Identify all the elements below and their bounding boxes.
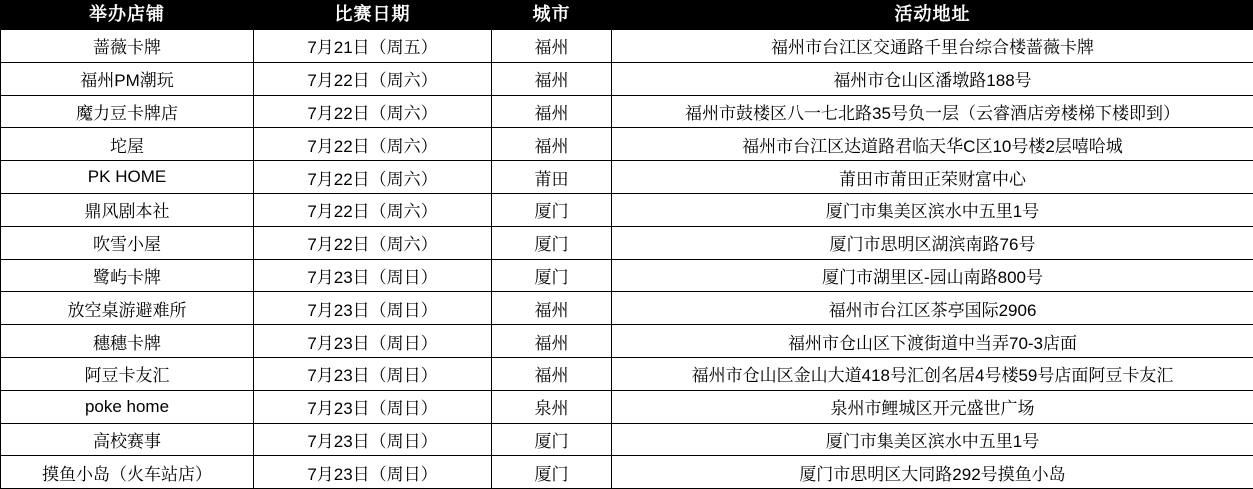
cell-city: 厦门 xyxy=(492,456,612,489)
cell-city: 莆田 xyxy=(492,161,612,194)
table-row xyxy=(1,226,1253,259)
cell-date: 7月22日（周六） xyxy=(254,128,492,161)
cell-date: 7月22日（周六） xyxy=(254,193,492,226)
cell-date: 7月23日（周日） xyxy=(254,259,492,292)
cell-shop: 放空桌游避难所 xyxy=(1,292,254,325)
cell-date: 7月22日（周六） xyxy=(254,226,492,259)
column-header-address: 活动地址 xyxy=(612,0,1253,30)
cell-shop: 摸鱼小岛（火车站店） xyxy=(1,456,254,489)
cell-city: 福州 xyxy=(492,325,612,358)
cell-city: 福州 xyxy=(492,95,612,128)
cell-city: 福州 xyxy=(492,128,612,161)
cell-city: 福州 xyxy=(492,62,612,95)
cell-date: 7月23日（周日） xyxy=(254,325,492,358)
cell-shop: 吹雪小屋 xyxy=(1,226,254,259)
cell-address: 福州市鼓楼区八一七北路35号负一层（云睿酒店旁楼梯下楼即到） xyxy=(612,95,1253,128)
cell-shop: PK HOME xyxy=(1,161,254,194)
cell-shop: 魔力豆卡牌店 xyxy=(1,95,254,128)
table-row xyxy=(1,193,1253,226)
cell-date: 7月21日（周五） xyxy=(254,30,492,63)
cell-address: 厦门市集美区滨水中五里1号 xyxy=(612,193,1253,226)
cell-date: 7月23日（周日） xyxy=(254,357,492,390)
table-row xyxy=(1,161,1253,194)
cell-shop: 鼎风剧本社 xyxy=(1,193,254,226)
cell-city: 福州 xyxy=(492,292,612,325)
table-row xyxy=(1,423,1253,456)
table-row xyxy=(1,95,1253,128)
cell-city: 泉州 xyxy=(492,390,612,423)
cell-date: 7月22日（周六） xyxy=(254,62,492,95)
cell-address: 厦门市思明区大同路292号摸鱼小岛 xyxy=(612,456,1253,489)
table-row xyxy=(1,292,1253,325)
cell-address: 福州市台江区达道路君临天华C区10号楼2层嘻哈城 xyxy=(612,128,1253,161)
cell-date: 7月22日（周六） xyxy=(254,95,492,128)
cell-address: 福州市仓山区下渡街道中当弄70-3店面 xyxy=(612,325,1253,358)
cell-address: 福州市台江区茶亭国际2906 xyxy=(612,292,1253,325)
table-row xyxy=(1,62,1253,95)
cell-shop: 坨屋 xyxy=(1,128,254,161)
cell-shop: 福州PM潮玩 xyxy=(1,62,254,95)
cell-date: 7月23日（周日） xyxy=(254,390,492,423)
cell-date: 7月23日（周日） xyxy=(254,456,492,489)
cell-city: 厦门 xyxy=(492,226,612,259)
table-row xyxy=(1,30,1253,63)
cell-shop: 穗穗卡牌 xyxy=(1,325,254,358)
cell-shop: 鹭屿卡牌 xyxy=(1,259,254,292)
cell-address: 福州市仓山区金山大道418号汇创名居4号楼59号店面阿豆卡友汇 xyxy=(612,357,1253,390)
cell-address: 泉州市鲤城区开元盛世广场 xyxy=(612,390,1253,423)
column-header-date: 比赛日期 xyxy=(254,0,492,30)
cell-address: 福州市台江区交通路千里台综合楼蔷薇卡牌 xyxy=(612,30,1253,63)
table-header-row xyxy=(1,0,1253,30)
cell-date: 7月23日（周日） xyxy=(254,292,492,325)
table-row xyxy=(1,390,1253,423)
cell-city: 福州 xyxy=(492,30,612,63)
cell-city: 厦门 xyxy=(492,259,612,292)
table-row xyxy=(1,357,1253,390)
cell-city: 福州 xyxy=(492,357,612,390)
cell-address: 厦门市思明区湖滨南路76号 xyxy=(612,226,1253,259)
cell-date: 7月22日（周六） xyxy=(254,161,492,194)
cell-date: 7月23日（周日） xyxy=(254,423,492,456)
cell-shop: 蔷薇卡牌 xyxy=(1,30,254,63)
table-body xyxy=(1,30,1253,489)
table-row xyxy=(1,259,1253,292)
cell-address: 莆田市莆田正荣财富中心 xyxy=(612,161,1253,194)
table-row xyxy=(1,128,1253,161)
table-header xyxy=(1,0,1253,30)
cell-city: 厦门 xyxy=(492,423,612,456)
cell-shop: 高校赛事 xyxy=(1,423,254,456)
cell-shop: poke home xyxy=(1,390,254,423)
cell-address: 福州市仓山区潘墩路188号 xyxy=(612,62,1253,95)
column-header-shop: 举办店铺 xyxy=(1,0,254,30)
cell-address: 厦门市湖里区-园山南路800号 xyxy=(612,259,1253,292)
cell-shop: 阿豆卡友汇 xyxy=(1,357,254,390)
cell-address: 厦门市集美区滨水中五里1号 xyxy=(612,423,1253,456)
column-header-city: 城市 xyxy=(492,0,612,30)
table-row xyxy=(1,456,1253,489)
table-row xyxy=(1,325,1253,358)
cell-city: 厦门 xyxy=(492,193,612,226)
